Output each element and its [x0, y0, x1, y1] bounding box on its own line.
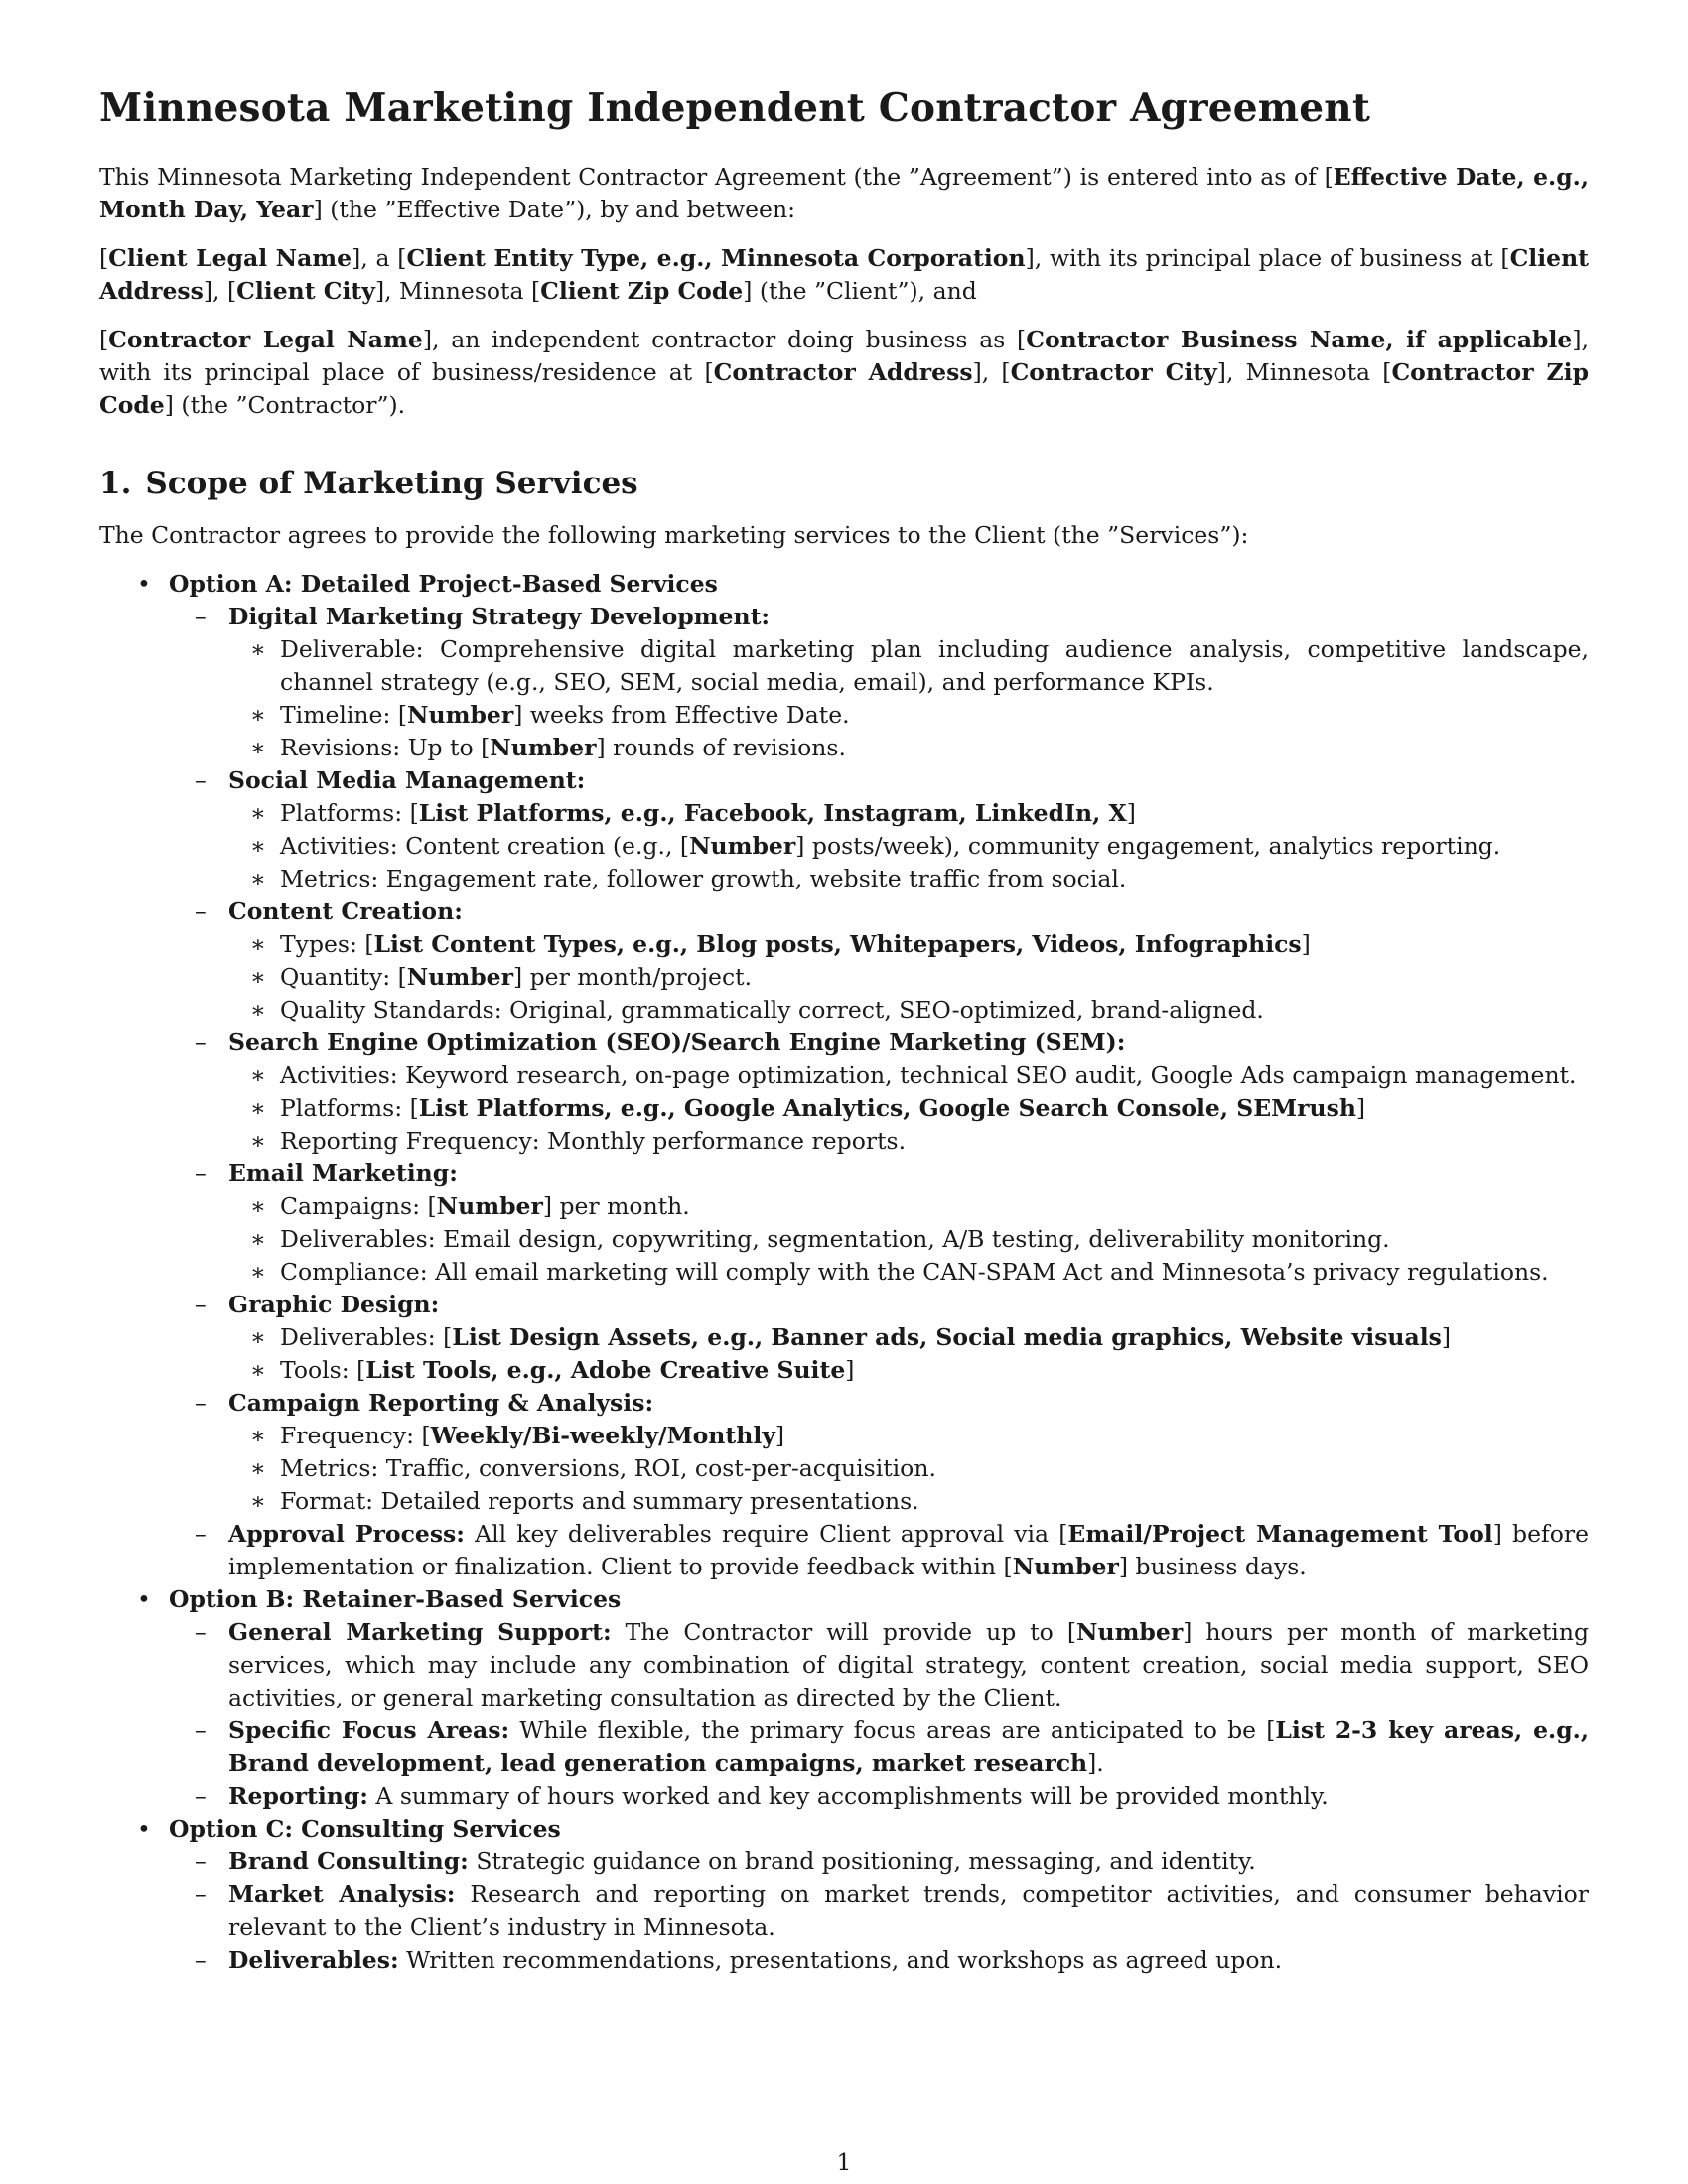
- client-city-placeholder: Client City: [236, 277, 375, 305]
- item-text: ] business days.: [1118, 1553, 1307, 1580]
- item-text: Timeline: [: [280, 701, 408, 729]
- item-text: Deliverables: Email design, copywriting, segmentation, A/B testing, deliverability monitoring.: [280, 1225, 1390, 1253]
- item-label: Social Media Management:: [228, 766, 586, 794]
- dash-marker: –: [195, 1291, 207, 1318]
- sublist: [228, 1420, 1589, 1518]
- list-item: [250, 1354, 1589, 1387]
- services-list: [99, 568, 1589, 1977]
- item-text: Written recommendations, presentations, and workshops as agreed upon.: [398, 1946, 1283, 1974]
- star-marker: ∗: [250, 865, 266, 892]
- item-label: Digital Marketing Strategy Development:: [228, 603, 771, 630]
- dash-marker: –: [195, 603, 207, 630]
- placeholder: Weekly/Bi-weekly/Monthly: [430, 1422, 775, 1449]
- list-item: [195, 1944, 1589, 1977]
- contractor-text: ], Minnesota [: [1216, 358, 1392, 386]
- list-item: [250, 1452, 1589, 1485]
- contractor-business-placeholder: Contractor Business Name, if applicable: [1026, 326, 1573, 353]
- item-text: ]: [1301, 930, 1311, 958]
- placeholder: List Content Types, e.g., Blog posts, Whitepapers, Videos, Infographics: [373, 930, 1302, 958]
- list-item: [250, 1321, 1589, 1354]
- dash-marker: –: [195, 1880, 207, 1908]
- item-label: Email Marketing:: [228, 1160, 458, 1187]
- item-text: Quantity: [: [280, 963, 407, 991]
- sublist: [228, 1190, 1589, 1289]
- contractor-name-placeholder: Contractor Legal Name: [108, 326, 423, 353]
- dash-marker: –: [195, 766, 207, 794]
- client-name-placeholder: Client Legal Name: [108, 244, 352, 272]
- sublist: [228, 928, 1589, 1026]
- client-zip-placeholder: Client Zip Code: [540, 277, 744, 305]
- item-label: Search Engine Optimization (SEO)/Search Engine Marketing (SEM):: [228, 1028, 1126, 1056]
- placeholder: Number: [490, 734, 597, 761]
- contractor-text: [: [99, 326, 109, 353]
- star-marker: ∗: [250, 1127, 266, 1155]
- list-item: [250, 830, 1589, 863]
- contractor-paragraph: [99, 324, 1589, 422]
- item-text: A summary of hours worked and key accomplishments will be provided monthly.: [367, 1782, 1329, 1810]
- item-label: Brand Consulting:: [228, 1847, 469, 1875]
- star-marker: ∗: [250, 930, 266, 958]
- item-text: Research and reporting on market trends, competitor activities, and consumer behavior relevant to the Client’s industry in Minnesota.: [228, 1880, 1589, 1941]
- dash-marker: –: [195, 897, 207, 925]
- contractor-text: ], an independent contractor doing business as [: [422, 326, 1027, 353]
- dash-marker: –: [195, 1028, 207, 1056]
- list-item: [195, 1845, 1589, 1878]
- dash-marker: –: [195, 1160, 207, 1187]
- option-label: Option C: Consulting Services: [169, 1815, 561, 1843]
- contractor-text: ] (the ”Contractor”).: [164, 391, 406, 419]
- item-text: ]: [1441, 1323, 1452, 1351]
- item-text: Frequency: [: [280, 1422, 431, 1449]
- item-label: Approval Process:: [228, 1520, 465, 1548]
- placeholder: List 2-3 key areas, e.g., Brand development, lead generation campaigns, market research: [228, 1716, 1589, 1777]
- placeholder: List Tools, e.g., Adobe Creative Suite: [365, 1356, 846, 1384]
- star-marker: ∗: [250, 832, 266, 860]
- sublist: [169, 1845, 1589, 1977]
- item-label: Deliverables:: [228, 1946, 399, 1974]
- item-text: Compliance: All email marketing will comply with the CAN-SPAM Act and Minnesota’s privacy regulations.: [280, 1258, 1549, 1286]
- item-text: ] per month.: [542, 1192, 690, 1220]
- item-label: Campaign Reporting & Analysis:: [228, 1389, 654, 1417]
- list-item: [195, 601, 1589, 764]
- item-text: ]: [845, 1356, 855, 1384]
- item-text: All key deliverables require Client approval via [: [464, 1520, 1068, 1548]
- client-text: ], a [: [352, 244, 407, 272]
- document-page: [99, 85, 1589, 1977]
- star-marker: ∗: [250, 1258, 266, 1286]
- item-text: Quality Standards: Original, grammatically correct, SEO-optimized, brand-aligned.: [280, 996, 1264, 1024]
- placeholder: List Platforms, e.g., Facebook, Instagram, LinkedIn, X: [418, 799, 1127, 827]
- client-paragraph: [99, 242, 1589, 308]
- placeholder: Number: [436, 1192, 543, 1220]
- list-item: [195, 1387, 1589, 1518]
- sublist: [228, 1059, 1589, 1158]
- sublist: [169, 1616, 1589, 1813]
- section-number: 1.: [99, 466, 132, 501]
- item-text: The Contractor will provide up to [: [611, 1618, 1076, 1646]
- item-text: Tools: [: [280, 1356, 366, 1384]
- item-label: Market Analysis:: [228, 1880, 456, 1908]
- star-marker: ∗: [250, 1225, 266, 1253]
- star-marker: ∗: [250, 701, 266, 729]
- list-item: [250, 633, 1589, 699]
- intro-text: This Minnesota Marketing Independent Contractor Agreement (the ”Agreement”) is entered into as of [: [99, 163, 1334, 191]
- contractor-zip-placeholder: Contractor Zip Code: [99, 358, 1590, 419]
- intro-paragraph: [99, 161, 1589, 226]
- item-label: Content Creation:: [228, 897, 463, 925]
- client-text: ], [: [203, 277, 237, 305]
- list-item: [250, 699, 1589, 732]
- item-text: Format: Detailed reports and summary presentations.: [280, 1487, 919, 1515]
- star-marker: ∗: [250, 1323, 266, 1351]
- list-item: [250, 732, 1589, 764]
- dash-marker: –: [195, 1716, 207, 1744]
- list-item: [195, 1780, 1589, 1813]
- client-text: ], with its principal place of business at [: [1025, 244, 1510, 272]
- item-text: ]: [774, 1422, 785, 1449]
- item-text: ] before implementation or finalization. Client to provide feedback within [: [228, 1520, 1589, 1580]
- item-text: Strategic guidance on brand positioning, messaging, and identity.: [468, 1847, 1256, 1875]
- list-item: [195, 1518, 1589, 1583]
- list-item: [250, 797, 1589, 830]
- item-text: ].: [1087, 1749, 1104, 1777]
- section-lead: The Contractor agrees to provide the following marketing services to the Client (the ”Services”):: [99, 521, 1249, 549]
- star-marker: ∗: [250, 799, 266, 827]
- contractor-text: ], with its principal place of business/residence at [: [99, 326, 1589, 386]
- item-text: Campaigns: [: [280, 1192, 437, 1220]
- dash-marker: –: [195, 1847, 207, 1875]
- item-text: Metrics: Engagement rate, follower growth, website traffic from social.: [280, 865, 1127, 892]
- list-item: [195, 1878, 1589, 1944]
- item-text: ]: [1355, 1094, 1366, 1122]
- item-text: Types: [: [280, 930, 374, 958]
- star-marker: ∗: [250, 1487, 266, 1515]
- item-text: ] per month/project.: [512, 963, 753, 991]
- item-text: ] hours per month of marketing services, which may include any combination of digital strategy, content creation, social media support, SEO activities, or general marketing consultation as directed by the Client.: [228, 1618, 1590, 1711]
- dash-marker: –: [195, 1520, 207, 1548]
- item-text: Metrics: Traffic, conversions, ROI, cost-per-acquisition.: [280, 1454, 936, 1482]
- list-item: [250, 1420, 1589, 1452]
- item-label: Specific Focus Areas:: [228, 1716, 510, 1744]
- section-heading: [99, 466, 1589, 501]
- bullet-marker: •: [137, 1585, 151, 1613]
- document-title: Minnesota Marketing Independent Contractor Agreement: [99, 85, 1371, 131]
- placeholder: Email/Project Management Tool: [1067, 1520, 1493, 1548]
- list-item: [250, 928, 1589, 961]
- section-title: Scope of Marketing Services: [145, 466, 638, 501]
- item-text: Activities: Content creation (e.g., [: [280, 832, 690, 860]
- item-label: Reporting:: [228, 1782, 368, 1810]
- list-item: [195, 1289, 1589, 1387]
- list-item: [250, 1223, 1589, 1256]
- contractor-city-placeholder: Contractor City: [1010, 358, 1217, 386]
- item-text: ] rounds of revisions.: [596, 734, 846, 761]
- bullet-marker: •: [137, 1815, 151, 1843]
- item-text: While flexible, the primary focus areas are anticipated to be [: [509, 1716, 1276, 1744]
- item-text: Deliverables: [: [280, 1323, 453, 1351]
- star-marker: ∗: [250, 1094, 266, 1122]
- star-marker: ∗: [250, 635, 266, 663]
- list-item: [250, 1059, 1589, 1092]
- list-item: [137, 1813, 1589, 1977]
- list-item: [250, 863, 1589, 895]
- placeholder: Number: [406, 963, 513, 991]
- dash-marker: –: [195, 1946, 207, 1974]
- list-item: [195, 1714, 1589, 1780]
- sublist: [228, 797, 1589, 895]
- placeholder: List Design Assets, e.g., Banner ads, Social media graphics, Website visuals: [452, 1323, 1442, 1351]
- option-label: Option A: Detailed Project-Based Services: [169, 570, 718, 598]
- list-item: [250, 961, 1589, 994]
- item-text: Revisions: Up to [: [280, 734, 491, 761]
- star-marker: ∗: [250, 996, 266, 1024]
- sublist: [228, 633, 1589, 764]
- item-text: ] weeks from Effective Date.: [513, 701, 850, 729]
- placeholder: Number: [689, 832, 796, 860]
- list-item: [195, 895, 1589, 1026]
- intro-text: ] (the ”Effective Date”), by and between:: [313, 196, 796, 223]
- item-label: Graphic Design:: [228, 1291, 440, 1318]
- item-text: Deliverable: Comprehensive digital marketing plan including audience analysis, competitive landscape, channel strategy (e.g., SEO, SEM, social media, email), and performance KPIs.: [280, 635, 1589, 696]
- item-text: ] posts/week), community engagement, analytics reporting.: [795, 832, 1501, 860]
- list-item: [137, 1583, 1590, 1813]
- client-entity-placeholder: Client Entity Type, e.g., Minnesota Corporation: [406, 244, 1026, 272]
- client-address-placeholder: Client Address: [99, 244, 1590, 305]
- item-text: Reporting Frequency: Monthly performance reports.: [280, 1127, 907, 1155]
- placeholder: Number: [1012, 1553, 1119, 1580]
- list-item: [137, 568, 1589, 1583]
- placeholder: Number: [407, 701, 514, 729]
- item-label: General Marketing Support:: [228, 1618, 612, 1646]
- contractor-text: ], [: [972, 358, 1011, 386]
- list-item: [250, 1092, 1589, 1125]
- star-marker: ∗: [250, 1192, 266, 1220]
- list-item: [195, 1616, 1590, 1714]
- sublist: [228, 1321, 1589, 1387]
- sublist: [169, 601, 1589, 1583]
- list-item: [250, 994, 1589, 1026]
- star-marker: ∗: [250, 963, 266, 991]
- dash-marker: –: [195, 1618, 207, 1646]
- list-item: [195, 764, 1589, 895]
- list-item: [195, 1026, 1589, 1158]
- item-text: Activities: Keyword research, on-page optimization, technical SEO audit, Google Ads campaign management.: [280, 1061, 1577, 1089]
- effective-date-placeholder: Effective Date, e.g., Month Day, Year: [99, 163, 1589, 223]
- star-marker: ∗: [250, 1061, 266, 1089]
- star-marker: ∗: [250, 1422, 266, 1449]
- client-text: [: [99, 244, 109, 272]
- dash-marker: –: [195, 1389, 207, 1417]
- star-marker: ∗: [250, 1356, 266, 1384]
- item-text: ]: [1126, 799, 1136, 827]
- star-marker: ∗: [250, 1454, 266, 1482]
- placeholder: List Platforms, e.g., Google Analytics, Google Search Console, SEMrush: [418, 1094, 1356, 1122]
- page-number: 1: [836, 2148, 852, 2176]
- list-item: [250, 1256, 1589, 1289]
- placeholder: Number: [1076, 1618, 1184, 1646]
- list-item: [250, 1125, 1589, 1158]
- client-text: ] (the ”Client”), and: [743, 277, 977, 305]
- list-item: [250, 1190, 1589, 1223]
- bullet-marker: •: [137, 570, 151, 598]
- item-text: Platforms: [: [280, 1094, 419, 1122]
- client-text: ], Minnesota [: [374, 277, 541, 305]
- dash-marker: –: [195, 1782, 207, 1810]
- contractor-address-placeholder: Contractor Address: [713, 358, 973, 386]
- star-marker: ∗: [250, 734, 266, 761]
- item-text: Platforms: [: [280, 799, 419, 827]
- list-item: [250, 1485, 1589, 1518]
- list-item: [195, 1158, 1589, 1289]
- option-label: Option B: Retainer-Based Services: [169, 1585, 622, 1613]
